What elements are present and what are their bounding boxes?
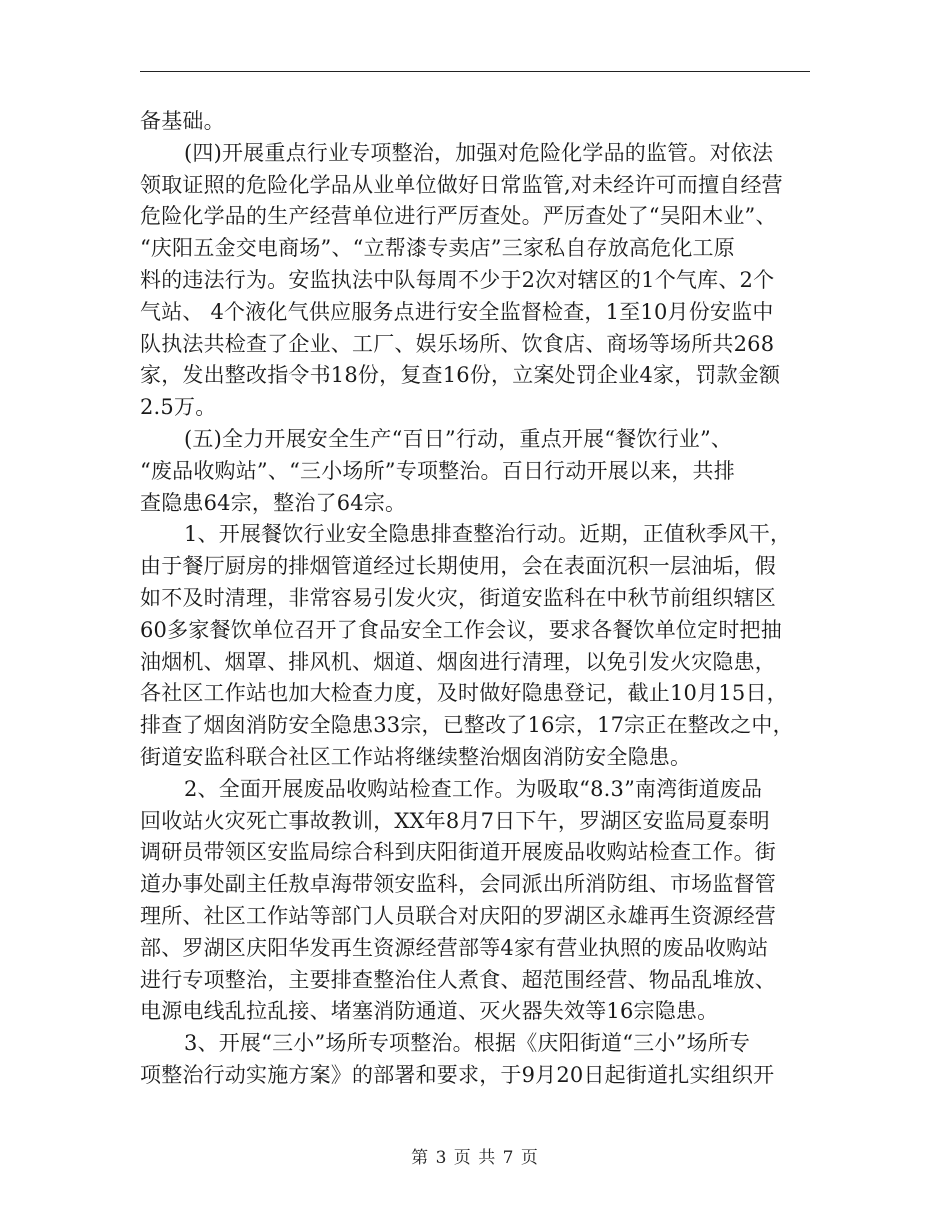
text-line: 领取证照的危险化学品从业单位做好日常监管,对未经许可而擅自经营 [140, 172, 783, 197]
paragraph-first-line: 1、开展餐饮行业安全隐患排查整治行动。近期，正值秋季风干， [184, 522, 792, 547]
text-line: 60多家餐饮单位召开了食品安全工作会议，要求各餐饮单位定时把抽 [140, 617, 782, 642]
text-line: 各社区工作站也加大检查力度，及时做好隐患登记，截止10月15日， [140, 681, 788, 706]
text-line: 部、罗湖区庆阳华发再生资源经营部等4家有营业执照的废品收购站 [140, 935, 769, 960]
text-line: 街道安监科联合社区工作站将继续整治烟囱消防安全隐患。 [140, 744, 692, 769]
paragraph-first-line: 2、全面开展废品收购站检查工作。为吸取“8.3”南湾街道废品 [184, 776, 763, 801]
paragraph-first-line: (五)全力开展安全生产“百日”行动，重点开展“餐饮行业”、 [184, 426, 733, 451]
paragraph-first-line: (四)开展重点行业专项整治，加强对危险化学品的监管。对依法 [184, 140, 774, 165]
text-line: 查隐患64宗，整治了64宗。 [140, 490, 407, 515]
paragraph-first-line: 3、开展“三小”场所专项整治。根据《庆阳街道“三小”场所专 [184, 1031, 751, 1056]
text-line: 项整治行动实施方案》的部署和要求，于9月20日起街道扎实组织开 [140, 1062, 775, 1087]
text-line: 料的违法行为。安监执法中队每周不少于2次对辖区的1个气库、2个 [140, 267, 775, 292]
text-line: 理所、社区工作站等部门人员联合对庆阳的罗湖区永雄再生资源经营 [140, 903, 776, 928]
text-line: 如不及时清理，非常容易引发火灾，街道安监科在中秋节前组织辖区 [140, 585, 776, 610]
text-line: 道办事处副主任敖卓海带领安监科，会同派出所消防组、市场监督管 [140, 872, 776, 897]
text-line: 2.5万。 [140, 395, 217, 420]
text-line: 队执法共检查了企业、工厂、娱乐场所、饮食店、商场等场所共268 [140, 331, 775, 356]
text-line: 家，发出整改指令书18份，复查16份，立案处罚企业4家，罚款金额 [140, 363, 781, 388]
document-body [140, 106, 810, 1092]
text-line: 油烟机、烟罩、排风机、烟道、烟囱进行清理，以免引发火灾隐患， [140, 649, 776, 674]
text-line: 调研员带领区安监局综合科到庆阳街道开展废品收购站检查工作。街 [140, 840, 776, 865]
text-line: “废品收购站”、“三小场所”专项整治。百日行动开展以来，共排 [140, 458, 735, 483]
text-line: 气站、 4个液化气供应服务点进行安全监督检查，1至10月份安监中 [140, 299, 774, 324]
page-number: 第 3 页 共 7 页 [411, 1148, 539, 1168]
text-line: 电源电线乱拉乱接、堵塞消防通道、灭火器失效等16宗隐患。 [140, 999, 719, 1024]
text-line: 排查了烟囱消防安全隐患33宗，已整改了16宗，17宗正在整改之中， [140, 713, 794, 738]
text-line: 由于餐厅厨房的排烟管道经过长期使用，会在表面沉积一层油垢，假 [140, 554, 776, 579]
text-line: 备基础。 [140, 109, 225, 133]
text-line: 回收站火灾死亡事故教训，XX年8月7日下午，罗湖区安监局夏泰明 [140, 808, 770, 833]
text-line: 进行专项整治，主要排查整治住人煮食、超范围经营、物品乱堆放、 [140, 967, 776, 992]
header-rule [140, 71, 810, 72]
text-line: 危险化学品的生产经营单位进行严厉查处。严厉查处了“吴阳木业”、 [140, 204, 777, 229]
text-line: “庆阳五金交电商场”、“立帮漆专卖店”三家私自存放高危化工原 [140, 236, 735, 261]
